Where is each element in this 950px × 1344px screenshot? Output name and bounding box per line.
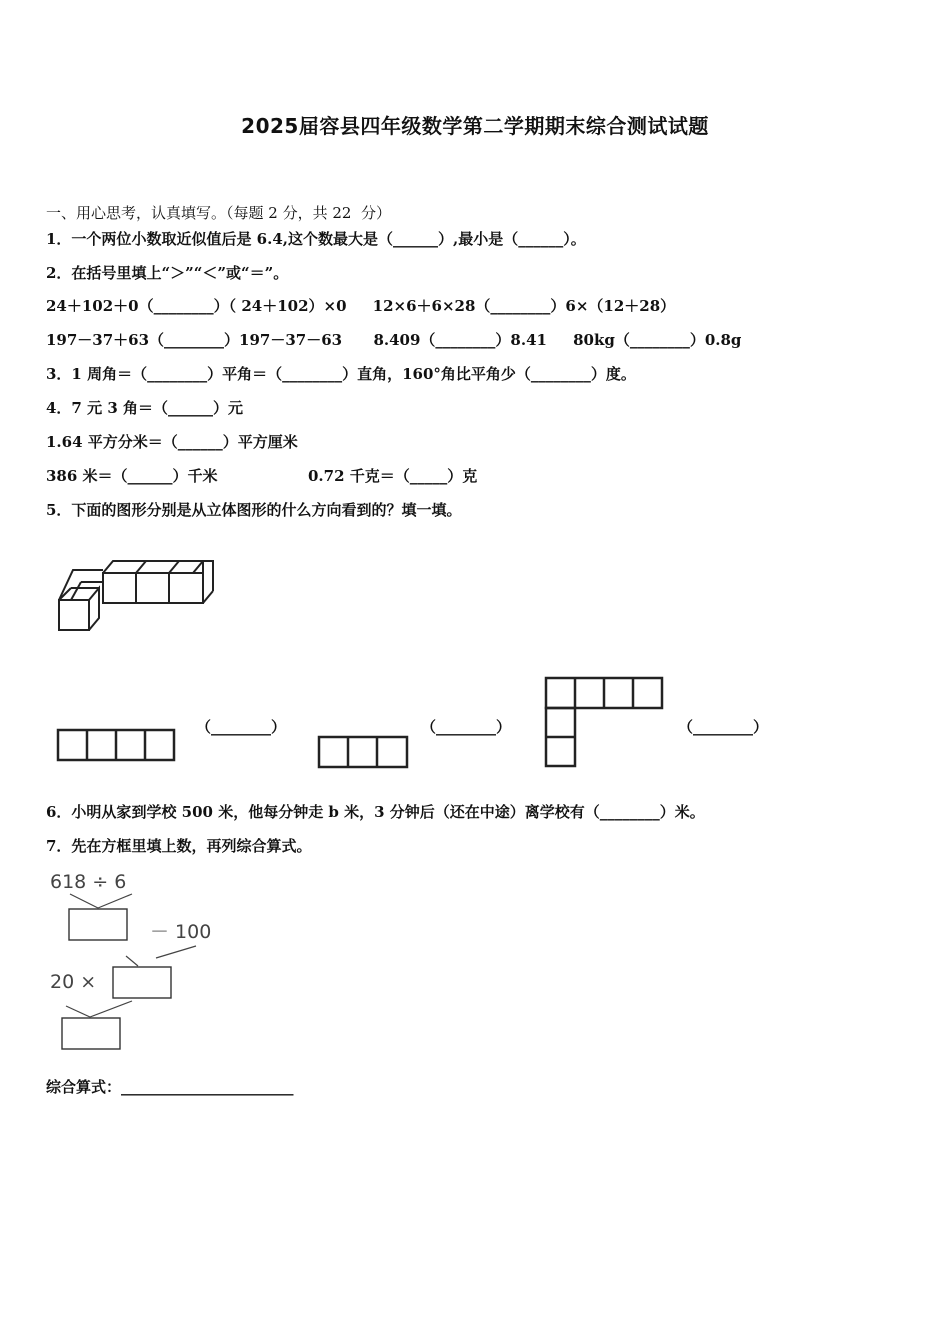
view-3-answer[interactable]: （________） [678, 718, 769, 736]
question-2-row-2: 197－37＋63（________）197－37－63 8.409（________）8.41 80kg（________）0.8g [46, 331, 742, 349]
question-4-line-3a: 386 米＝（______）千米 [46, 467, 218, 485]
question-4-line-2: 1.64 平方分米＝（______）平方厘米 [46, 433, 298, 451]
question-6: 6．小明从家到学校 500 米，他每分钟走 b 米，3 分钟后（还在中途）离学校有（________）米。 [46, 803, 705, 821]
solid-figure [55, 558, 210, 636]
diagram-top-expression: 618 ÷ 6 [50, 871, 127, 893]
answer-box-2[interactable] [113, 967, 171, 998]
question-4-line-3b: 0.72 千克＝（_____）克 [308, 467, 478, 485]
page-title: 2025届容县四年级数学第二学期期末综合测试试题 [241, 114, 709, 138]
question-7: 7．先在方框里填上数，再列综合算式。 [46, 837, 312, 855]
section-heading: 一、用心思考，认真填写。（每题 2 分，共 22 分） [46, 204, 391, 222]
view-1-answer[interactable]: （________） [196, 718, 287, 736]
question-2: 2．在括号里填上“＞”“＜”或“＝”。 [46, 264, 289, 282]
view-2-answer[interactable]: （________） [421, 718, 512, 736]
answer-box-1[interactable] [69, 909, 127, 940]
view-3-figure [544, 676, 666, 770]
diagram-minus-expression: － 100 [150, 921, 212, 943]
answer-box-3[interactable] [62, 1018, 120, 1049]
question-3: 3．1 周角＝（________）平角＝（________）直角，160°角比平角少（________）度。 [46, 365, 636, 383]
question-4: 4．7 元 3 角＝（______）元 [46, 399, 243, 417]
question-1: 1．一个两位小数取近似值后是 6.4,这个数最大是（______）,最小是（______）。 [46, 230, 586, 248]
combined-formula[interactable]: 综合算式：_______________________ [46, 1078, 294, 1096]
computation-diagram [46, 866, 226, 1056]
view-2-figure [317, 735, 411, 770]
diagram-times-expression: 20 × [50, 971, 97, 993]
question-5: 5．下面的图形分别是从立体图形的什么方向看到的？填一填。 [46, 501, 462, 519]
question-2-row-1: 24＋102＋0（________）（ 24＋102）×0 12×6＋6×28（________）6×（12＋28） [46, 297, 676, 315]
view-1-figure [56, 728, 178, 762]
